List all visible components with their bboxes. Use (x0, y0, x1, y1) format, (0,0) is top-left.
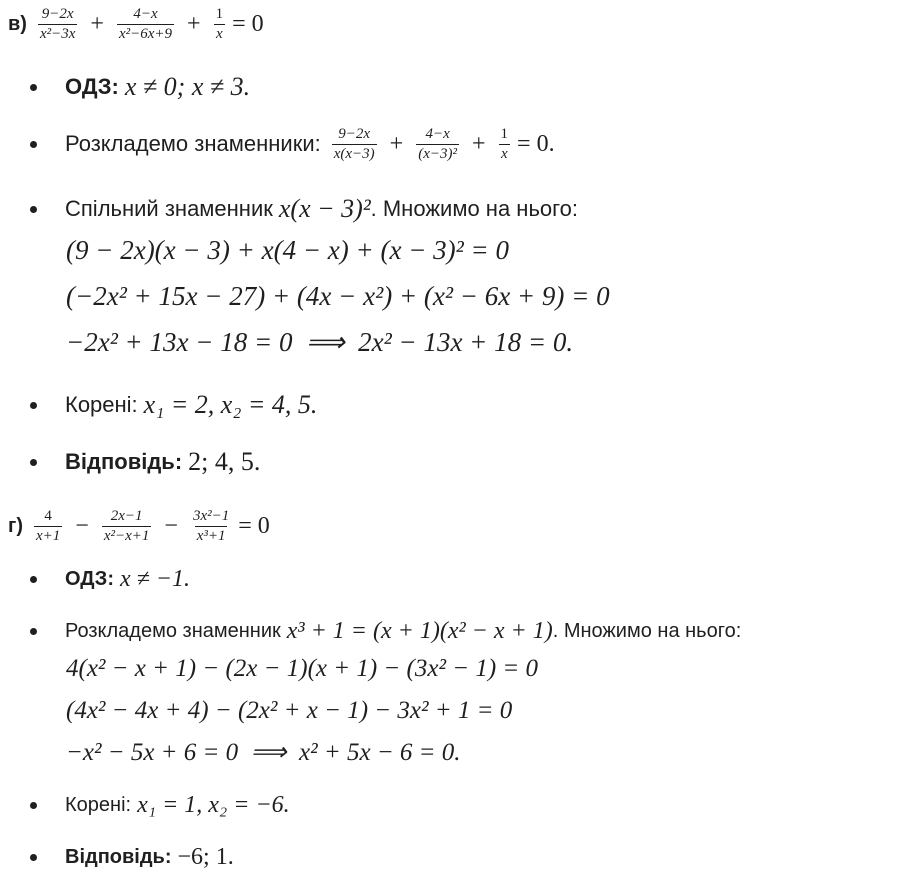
equation-line: 4(x² − x + 1) − (2x − 1)(x + 1) − (3x² − 1) = 0 (66, 655, 539, 682)
list-item-answer: Відповідь: 2; 4, 5. (30, 447, 260, 477)
fraction: $\frac{\text{3x²−1}}{\text{x³+1}}$ (192, 508, 230, 544)
fraction: $\frac{4-x}{\text{(x−3)²}}$ (418, 126, 457, 162)
list-item-odz: ОДЗ: x ≠ −1. (30, 566, 190, 593)
problem-g-equation: г) $\frac{4}{x+1}$ − $\frac{2x-1}{\text{x²−x+1}}$ − $\frac{\text{3x²−1}}{\text{x³+1}}$ = 0 (8, 508, 270, 544)
equation-line: (−2x² + 15x − 27) + (4x − x²) + (x² − 6x + 9) = 0 (66, 281, 610, 311)
fraction: $\frac{2x-1}{\text{x²−x+1}}$ (103, 508, 150, 544)
bullet-icon (30, 459, 37, 466)
problem-label: в) (8, 12, 27, 35)
list-item-answer: Відповідь: −6; 1. (30, 844, 234, 871)
list-item-roots: Корені: x₁ = 1, x₂ = −6. (30, 792, 290, 819)
fraction: $\frac{9-2x}{\text{x²−3x}}$ (39, 6, 76, 42)
bullet-icon (30, 206, 37, 213)
fraction: $\frac{9-2x}{x(x-3)}$ (333, 126, 375, 162)
bullet-icon (30, 402, 37, 409)
list-item-common-denominator: Спільний знаменник x(x − 3)² . Множимо на нього: (30, 194, 578, 224)
bullet-icon (30, 854, 37, 861)
list-item-factor: Розкладемо знаменники: $\frac{9-2x}{x(x-3)}$ + $\frac{4-x}{\text{(x−3)²}}$ + $\frac{1}{x}$ = 0. (30, 126, 555, 162)
equation-line: (4x² − 4x + 4) − (2x² + x − 1) − 3x² + 1 = 0 (66, 697, 513, 724)
fraction: $\frac{1}{x}$ (215, 6, 224, 42)
bullet-icon (30, 802, 37, 809)
problem-v-equation: в) $\frac{9-2x}{\text{x²−3x}}$ + $\frac{4-x}{\text{x²−6x+9}}$ + $\frac{1}{x}$ = 0 (8, 6, 264, 42)
list-item-roots: Корені: x₁ = 2, x₂ = 4, 5. (30, 390, 317, 420)
equation-line: −x² − 5x + 6 = 0 ⟹ x² + 5x − 6 = 0. (66, 739, 461, 766)
problem-label: г) (8, 514, 23, 537)
fraction: $\frac{1}{x}$ (500, 126, 509, 162)
fraction: $\frac{4}{x+1}$ (36, 508, 61, 544)
list-item-factor: Розкладемо знаменник x³ + 1 = (x + 1)(x² − x + 1) . Множимо на нього: (30, 618, 741, 645)
bullet-icon (30, 84, 37, 91)
list-item-odz: ОДЗ: x ≠ 0; x ≠ 3. (30, 72, 250, 102)
fraction: $\frac{4-x}{\text{x²−6x+9}}$ (118, 6, 173, 42)
bullet-icon (30, 576, 37, 583)
equation-line: (9 − 2x)(x − 3) + x(4 − x) + (x − 3)² = 0 (66, 235, 509, 265)
bullet-icon (30, 628, 37, 635)
bullet-icon (30, 141, 37, 148)
equation-line: −2x² + 13x − 18 = 0 ⟹ 2x² − 13x + 18 = 0. (66, 327, 574, 357)
